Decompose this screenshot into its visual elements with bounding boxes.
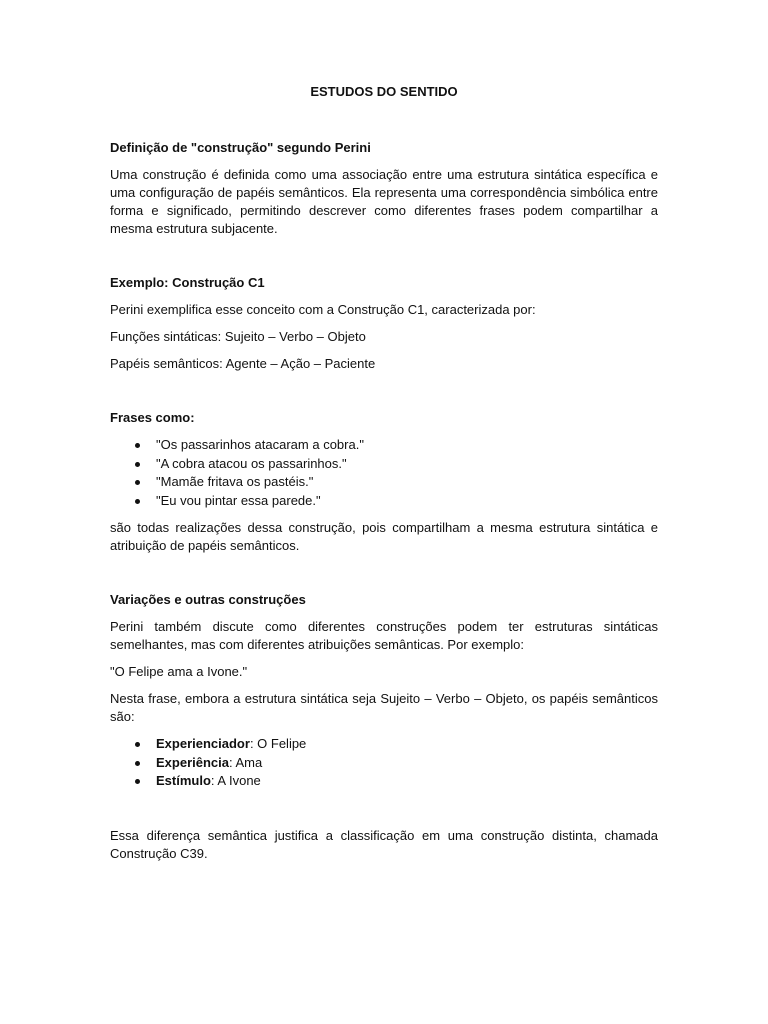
variations-example: "O Felipe ama a Ivone." — [110, 664, 248, 679]
list-item-text: "A cobra atacou os passarinhos." — [156, 455, 347, 471]
list-item-text: "Eu vou pintar essa parede." — [156, 492, 321, 508]
list-item — [110, 473, 658, 492]
list-item-text: "Os passarinhos atacaram a cobra." — [156, 437, 364, 452]
closing-paragraph: Essa diferença semântica justifica a classificação em uma construção distinta, chamada Construção C39. — [110, 827, 658, 861]
section-heading-definition: Definição de "construção" segundo Perini — [110, 140, 371, 155]
list-item — [110, 754, 658, 773]
semantic-roles: Papéis semânticos: Agente – Ação – Paciente — [110, 356, 376, 371]
variations-paragraph: Perini também discute como diferentes construções podem ter estruturas sintáticas semelhantes, mas com diferentes atribuições semânticas. Por exemplo: — [110, 619, 658, 652]
bullet-icon — [135, 742, 140, 747]
bullet-icon — [135, 480, 140, 485]
variations-explanation: Nesta frase, embora a estrutura sintática seja Sujeito – Verbo – Objeto, os papéis semânticos são: — [110, 691, 658, 724]
example-intro: Perini exemplifica esse conceito com a Construção C1, caracterizada por: — [110, 302, 536, 317]
roles-list — [110, 735, 658, 791]
bullet-icon — [135, 761, 140, 766]
bullet-icon — [135, 779, 140, 784]
list-item — [110, 455, 658, 474]
role-term: Experienciador — [156, 736, 250, 751]
list-item — [110, 492, 658, 511]
list-item-text: "Mamãe fritava os pastéis." — [156, 474, 314, 489]
section-heading-sentences: Frases como: — [110, 410, 195, 425]
document-body — [110, 139, 658, 872]
role-value: : Ama — [229, 754, 263, 770]
syntactic-functions: Funções sintáticas: Sujeito – Verbo – Objeto — [110, 329, 366, 344]
sentences-conclusion: são todas realizações dessa construção, pois compartilham a mesma estrutura sintática e atribuição de papéis semânticos. — [110, 520, 658, 553]
role-term: Experiência — [156, 754, 229, 770]
bullet-icon — [135, 443, 140, 448]
document-title: ESTUDOS DO SENTIDO — [310, 84, 458, 99]
role-value: : A Ivone — [210, 773, 261, 788]
list-item — [110, 735, 658, 754]
section-heading-example: Exemplo: Construção C1 — [110, 275, 265, 290]
role-term: Estímulo — [156, 773, 211, 788]
bullet-icon — [135, 462, 140, 467]
section-heading-variations: Variações e outras construções — [110, 592, 306, 607]
sentence-list — [110, 436, 658, 510]
bullet-icon — [135, 499, 140, 504]
list-item — [110, 772, 658, 791]
list-item — [110, 436, 658, 455]
role-value: : O Felipe — [249, 736, 307, 751]
definition-paragraph: Uma construção é definida como uma associação entre uma estrutura sintática específica e uma configuração de papéis semânticos. Ela representa uma correspondência simbólica entre forma e significado, permitindo descrever como diferentes frases podem compartilhar a mesma estrutura subjacente. — [110, 167, 658, 236]
